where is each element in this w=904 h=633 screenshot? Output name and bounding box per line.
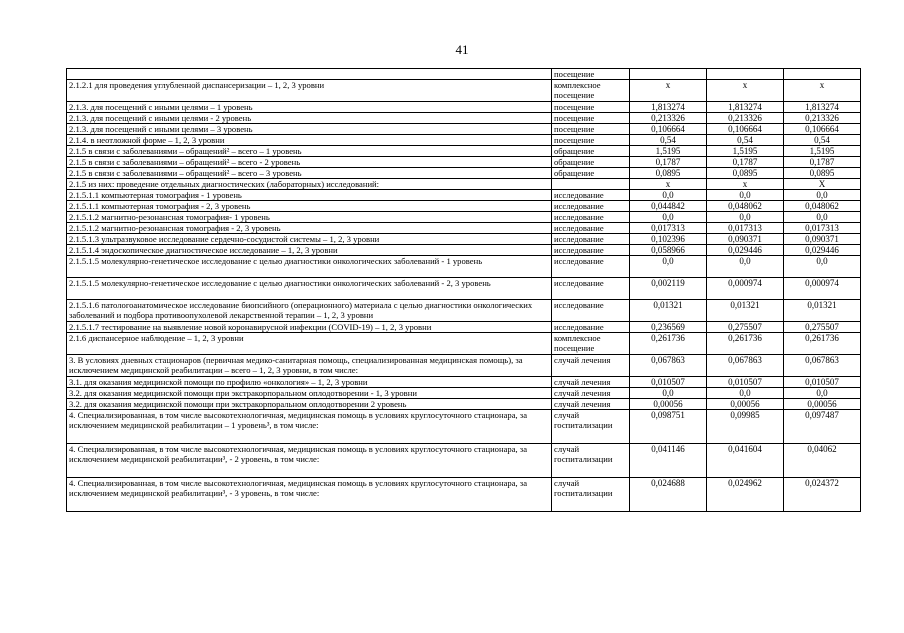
row-unit-cell: случай госпитализации [552, 444, 630, 478]
table-row [67, 157, 861, 168]
row-value-cell: 1,5195 [707, 146, 784, 157]
row-value-cell: 0,024688 [630, 478, 707, 512]
row-unit-cell: исследование [552, 278, 630, 300]
row-unit-cell: посещение [552, 113, 630, 124]
table-row [67, 80, 861, 102]
row-value-cell: 0,058966 [630, 245, 707, 256]
row-unit-cell: исследование [552, 245, 630, 256]
row-value-cell: х [630, 80, 707, 102]
row-unit-cell: случай лечения [552, 355, 630, 377]
row-name-cell: 2.1.5 из них: проведение отдельных диагностических (лабораторных) исследований: [67, 179, 552, 190]
row-name-cell: 2.1.5.1.1 компьютерная томография - 1 уровень [67, 190, 552, 201]
table-row [67, 256, 861, 278]
row-value-cell: 0,010507 [784, 377, 861, 388]
row-name-cell: 2.1.3. для посещений с иными целями – 3 уровень [67, 124, 552, 135]
row-value-cell: 0,106664 [707, 124, 784, 135]
row-value-cell: 0,0 [784, 256, 861, 278]
row-unit-cell: посещение [552, 135, 630, 146]
row-value-cell: 0,0 [784, 190, 861, 201]
row-value-cell: 0,01321 [630, 300, 707, 322]
row-unit-cell: комплексное посещение [552, 80, 630, 102]
row-value-cell: 0,002119 [630, 278, 707, 300]
row-value-cell: 0,0895 [784, 168, 861, 179]
row-value-cell: 0,0 [630, 190, 707, 201]
row-name-cell: 2.1.3. для посещений с иными целями - 2 уровень [67, 113, 552, 124]
table-row [67, 322, 861, 333]
row-value-cell: 0,098751 [630, 410, 707, 444]
row-name-cell: 4. Специализированная, в том числе высокотехнологичная, медицинская помощь в условиях круглосуточного стационара, за исключением медицинской реабилитации³, - 3 уровень, в том числе: [67, 478, 552, 512]
row-name-cell: 2.1.3. для посещений с иными целями – 1 уровень [67, 102, 552, 113]
row-value-cell: 0,54 [784, 135, 861, 146]
row-value-cell: 0,00056 [630, 399, 707, 410]
row-name-cell: 4. Специализированная, в том числе высокотехнологичная, медицинская помощь в условиях круглосуточного стационара, за исключением медицинской реабилитации – 1 уровень³, в том числе: [67, 410, 552, 444]
row-value-cell: 0,0895 [707, 168, 784, 179]
row-name-cell: 3.2. для оказания медицинской помощи при экстракорпоральном оплодотворении - 1, 3 уровни [67, 388, 552, 399]
row-value-cell: 0,0 [707, 388, 784, 399]
row-value-cell: 0,00056 [707, 399, 784, 410]
table-row [67, 135, 861, 146]
row-value-cell: 0,044842 [630, 201, 707, 212]
row-name-cell: 2.1.5.1.5 молекулярно-генетическое исследование с целью диагностики онкологических заболеваний - 1 уровень [67, 256, 552, 278]
row-value-cell: 0,029446 [707, 245, 784, 256]
row-name-cell: 2.1.5.1.6 патологоанатомическое исследование биопсийного (операционного) материала с целью диагностики онкологических заболеваний и подбора противоопухолевой лекарственной терапии – 1, 2, 3 уровни [67, 300, 552, 322]
row-value-cell: 0,017313 [784, 223, 861, 234]
row-value-cell: 0,04062 [784, 444, 861, 478]
row-value-cell: 0,1787 [707, 157, 784, 168]
table-row [67, 278, 861, 300]
table-row [67, 69, 861, 80]
table-row [67, 234, 861, 245]
row-value-cell: 0,024962 [707, 478, 784, 512]
row-value-cell: 0,090371 [707, 234, 784, 245]
row-value-cell: 0,261736 [784, 333, 861, 355]
table-row [67, 355, 861, 377]
volume-table [66, 68, 861, 512]
row-unit-cell: посещение [552, 124, 630, 135]
table-row [67, 179, 861, 190]
row-unit-cell: случай лечения [552, 388, 630, 399]
row-unit-cell: обращение [552, 157, 630, 168]
row-name-cell: 2.1.5.1.4 эндоскопическое диагностическое исследование – 1, 2, 3 уровни [67, 245, 552, 256]
row-value-cell: х [707, 179, 784, 190]
table-row [67, 377, 861, 388]
row-value-cell: 0,0 [784, 212, 861, 223]
table-row [67, 102, 861, 113]
row-value-cell: 0,0 [630, 388, 707, 399]
row-value-cell: 0,00056 [784, 399, 861, 410]
row-value-cell: 0,54 [630, 135, 707, 146]
row-value-cell: х [630, 179, 707, 190]
table-row [67, 113, 861, 124]
row-value-cell: 0,090371 [784, 234, 861, 245]
row-value-cell: х [707, 80, 784, 102]
row-value-cell: 0,0 [707, 212, 784, 223]
row-unit-cell: исследование [552, 190, 630, 201]
row-unit-cell: обращение [552, 168, 630, 179]
row-unit-cell: исследование [552, 201, 630, 212]
row-name-cell: 2.1.4. в неотложной форме – 1, 2, 3 уровни [67, 135, 552, 146]
row-value-cell: 0,048062 [707, 201, 784, 212]
row-value-cell: Х [784, 179, 861, 190]
row-value-cell: 0,01321 [784, 300, 861, 322]
row-name-cell: 2.1.5.1.5 молекулярно-генетическое исследование с целью диагностики онкологических заболеваний - 2, 3 уровень [67, 278, 552, 300]
row-name-cell: 2.1.5.1.2 магнитно-резонансная томография- 1 уровень [67, 212, 552, 223]
row-name-cell: 2.1.5 в связи с заболеваниями – обращений² – всего - 2 уровень [67, 157, 552, 168]
row-value-cell: 0,213326 [630, 113, 707, 124]
table-row [67, 190, 861, 201]
row-value-cell: 0,067863 [630, 355, 707, 377]
row-value-cell: 1,5195 [784, 146, 861, 157]
row-value-cell: 0,024372 [784, 478, 861, 512]
row-name-cell [67, 69, 552, 80]
row-value-cell: 0,097487 [784, 410, 861, 444]
row-value-cell: 0,261736 [630, 333, 707, 355]
row-value-cell: 0,0 [707, 256, 784, 278]
table-row [67, 245, 861, 256]
row-value-cell: 0,048062 [784, 201, 861, 212]
row-unit-cell: обращение [552, 146, 630, 157]
row-value-cell: 0,0895 [630, 168, 707, 179]
table-row [67, 223, 861, 234]
row-unit-cell: исследование [552, 300, 630, 322]
row-value-cell: 0,0 [707, 190, 784, 201]
row-value-cell: 0,010507 [707, 377, 784, 388]
row-value-cell [784, 69, 861, 80]
row-value-cell: 0,213326 [784, 113, 861, 124]
table-row [67, 444, 861, 478]
row-value-cell: 0,000974 [707, 278, 784, 300]
row-value-cell: 0,0 [784, 388, 861, 399]
row-unit-cell: посещение [552, 102, 630, 113]
row-value-cell: 0,041146 [630, 444, 707, 478]
row-name-cell: 2.1.6 диспансерное наблюдение – 1, 2, 3 уровни [67, 333, 552, 355]
table-row [67, 212, 861, 223]
row-value-cell: 1,5195 [630, 146, 707, 157]
row-name-cell: 3.1. для оказания медицинской помощи по профилю «онкология» – 1, 2, 3 уровни [67, 377, 552, 388]
row-value-cell: 0,1787 [630, 157, 707, 168]
row-value-cell: 0,041604 [707, 444, 784, 478]
row-name-cell: 3.2. для оказания медицинской помощи при экстракорпоральном оплодотворении 2 уровень [67, 399, 552, 410]
table-row [67, 478, 861, 512]
table-row [67, 168, 861, 179]
row-value-cell: 0,275507 [707, 322, 784, 333]
table-row [67, 201, 861, 212]
row-value-cell [630, 69, 707, 80]
row-value-cell: 0,017313 [630, 223, 707, 234]
row-unit-cell [552, 179, 630, 190]
row-unit-cell: случай госпитализации [552, 478, 630, 512]
row-unit-cell: случай госпитализации [552, 410, 630, 444]
row-value-cell: 0,54 [707, 135, 784, 146]
row-value-cell: 0,106664 [784, 124, 861, 135]
row-unit-cell: посещение [552, 69, 630, 80]
table-row [67, 124, 861, 135]
row-value-cell: 0,236569 [630, 322, 707, 333]
row-unit-cell: комплексное посещение [552, 333, 630, 355]
table-row [67, 399, 861, 410]
row-unit-cell: исследование [552, 223, 630, 234]
row-value-cell: 1,813274 [630, 102, 707, 113]
row-unit-cell: исследование [552, 212, 630, 223]
row-name-cell: 2.1.5.1.7 тестирование на выявление новой коронавирусной инфекции (COVID-19) – 1, 2, 3 уровни [67, 322, 552, 333]
row-name-cell: 2.1.5.1.1 компьютерная томография - 2, 3 уровень [67, 201, 552, 212]
row-value-cell: 0,106664 [630, 124, 707, 135]
table-row [67, 300, 861, 322]
row-value-cell [707, 69, 784, 80]
row-value-cell: 0,017313 [707, 223, 784, 234]
row-value-cell: 0,09985 [707, 410, 784, 444]
row-name-cell: 2.1.5 в связи с заболеваниями – обращений² – всего – 3 уровень [67, 168, 552, 179]
row-value-cell: 0,067863 [707, 355, 784, 377]
row-name-cell: 2.1.5.1.3 ультразвуковое исследование сердечно-сосудистой системы – 1, 2, 3 уровни [67, 234, 552, 245]
row-name-cell: 3. В условиях дневных стационаров (первичная медико-санитарная помощь, специализированная медицинская помощь), за исключением медицинской реабилитации – всего – 1, 2, 3 уровни, в том числе: [67, 355, 552, 377]
row-value-cell: х [784, 80, 861, 102]
row-value-cell: 0,213326 [707, 113, 784, 124]
row-value-cell: 1,813274 [784, 102, 861, 113]
row-unit-cell: исследование [552, 234, 630, 245]
row-value-cell: 1,813274 [707, 102, 784, 113]
row-name-cell: 2.1.2.1 для проведения углубленной диспансеризации – 1, 2, 3 уровни [67, 80, 552, 102]
row-value-cell: 0,000974 [784, 278, 861, 300]
row-unit-cell: исследование [552, 322, 630, 333]
table-row [67, 333, 861, 355]
page-number: 41 [455, 42, 469, 57]
table-row [67, 388, 861, 399]
row-value-cell: 0,029446 [784, 245, 861, 256]
row-unit-cell: случай лечения [552, 399, 630, 410]
row-value-cell: 0,0 [630, 256, 707, 278]
row-value-cell: 0,1787 [784, 157, 861, 168]
row-unit-cell: исследование [552, 256, 630, 278]
row-name-cell: 2.1.5.1.2 магнитно-резонансная томография - 2, 3 уровень [67, 223, 552, 234]
table-row [67, 146, 861, 157]
row-value-cell: 0,102396 [630, 234, 707, 245]
row-value-cell: 0,261736 [707, 333, 784, 355]
row-name-cell: 2.1.5 в связи с заболеваниями – обращений² – всего – 1 уровень [67, 146, 552, 157]
row-value-cell: 0,0 [630, 212, 707, 223]
row-value-cell: 0,01321 [707, 300, 784, 322]
row-name-cell: 4. Специализированная, в том числе высокотехнологичная, медицинская помощь в условиях круглосуточного стационара, за исключением медицинской реабилитации³, - 2 уровень, в том числе: [67, 444, 552, 478]
table-row [67, 410, 861, 444]
row-unit-cell: случай лечения [552, 377, 630, 388]
row-value-cell: 0,275507 [784, 322, 861, 333]
row-value-cell: 0,067863 [784, 355, 861, 377]
row-value-cell: 0,010507 [630, 377, 707, 388]
